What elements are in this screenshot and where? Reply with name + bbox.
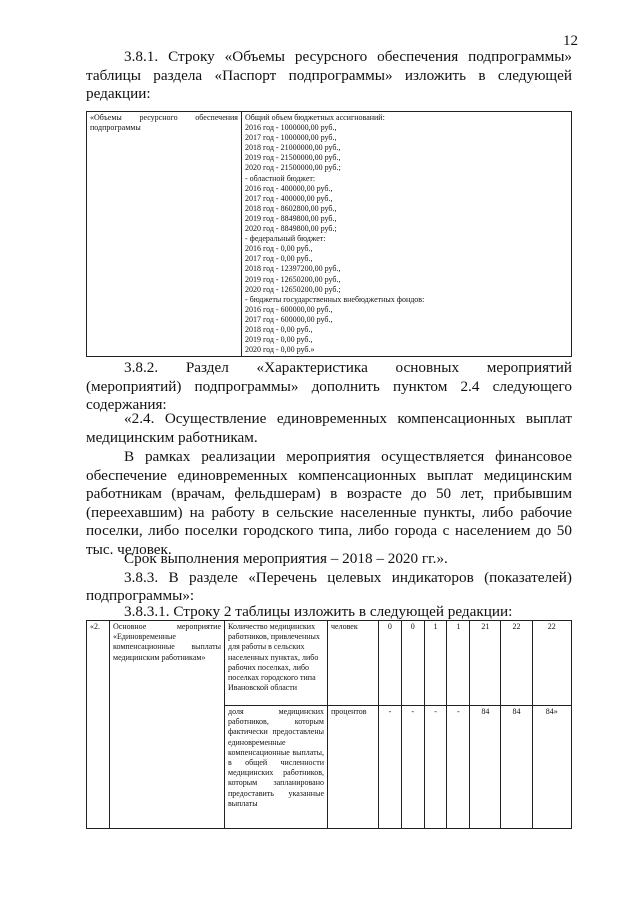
resources-line: 2018 год - 0,00 руб., — [245, 324, 313, 334]
resources-line: 2020 год - 8849800,00 руб.; — [245, 224, 337, 234]
paragraph-3-8-1: 3.8.1. Строку «Объемы ресурсного обеспечения подпрограммы» таблицы раздела «Паспорт подпрограммы» изложить в следующей редакции: — [86, 48, 572, 102]
resources-line: Общий объем бюджетных ассигнований: — [245, 113, 385, 122]
value-cell: - — [447, 706, 470, 829]
value-cell: 21 — [470, 621, 501, 706]
paragraph-3-8-2: 3.8.2. Раздел «Характеристика основных мероприятий (мероприятий) подпрограммы» дополнить пунктом 2.4 следующего содержания: — [86, 359, 572, 413]
resources-line: - областной бюджет: — [245, 173, 316, 183]
value-cell: 22 — [532, 621, 572, 706]
resources-line: 2019 год - 0,00 руб., — [245, 335, 313, 345]
unit-cell: человек — [328, 621, 379, 706]
resources-line: - бюджеты государственных внебюджетных фондов: — [245, 294, 425, 304]
paragraph-financing: В рамках реализации мероприятия осуществляется финансовое обеспечение единовременных компенсационных выплат медицинским работникам (врачам, фельдшерам) в возрасте до 50 лет, прибывшим (переехавшим) на работу в сельские населенные пункты, либо рабочие поселки, либо поселки городского типа, либо города с населением до 50 тыс. человек. — [86, 448, 572, 558]
indicator-cell: Количество медицинских работников, привлеченных для работы в сельских населенных пунктах, либо рабочих поселках, либо поселках городского типа Ивановской области — [225, 621, 328, 706]
value-cell: - — [424, 706, 447, 829]
resources-line: 2016 год - 600000,00 руб., — [245, 304, 333, 314]
value-cell: 0 — [401, 621, 424, 706]
paragraph-3-8-3-1: 3.8.3.1. Строку 2 таблицы изложить в следующей редакции: — [124, 603, 513, 620]
resources-line: 2017 год - 0,00 руб., — [245, 254, 313, 264]
page-number: 12 — [563, 33, 578, 49]
paragraph-3-8-3: 3.8.3. В разделе «Перечень целевых индикаторов (показателей) подпрограммы»: — [86, 569, 572, 604]
value-cell: 1 — [447, 621, 470, 706]
value-cell: 1 — [424, 621, 447, 706]
paragraph-term: Срок выполнения мероприятия – 2018 – 2020 гг.». — [124, 550, 448, 567]
paragraph-2-4: «2.4. Осуществление единовременных компенсационных выплат медицинским работникам. — [86, 410, 572, 446]
value-cell: 84» — [532, 706, 572, 829]
resources-line: 2016 год - 0,00 руб., — [245, 244, 313, 254]
resources-line: 2019 год - 21500000,00 руб., — [245, 153, 341, 163]
resources-line: 2019 год - 8849800,00 руб., — [245, 213, 337, 223]
resources-line: 2016 год - 1000000,00 руб., — [245, 123, 337, 133]
row-number-cell: «2. — [87, 621, 110, 829]
resources-line: 2016 год - 400000,00 руб., — [245, 183, 333, 193]
resources-line: - федеральный бюджет: — [245, 234, 326, 244]
resources-label-cell: «Объемы ресурсного обеспечения подпрограммы — [87, 112, 242, 357]
value-cell: 22 — [501, 621, 532, 706]
resources-line: 2019 год - 12650200,00 руб., — [245, 274, 341, 284]
value-cell: 84 — [501, 706, 532, 829]
unit-cell: процентов — [328, 706, 379, 829]
resources-line: 2020 год - 0,00 руб.» — [245, 345, 315, 355]
table-row — [87, 112, 572, 357]
value-cell: - — [401, 706, 424, 829]
resources-line: 2018 год - 12397200,00 руб., — [245, 264, 341, 274]
resources-line: 2017 год - 400000,00 руб., — [245, 193, 333, 203]
table-row — [87, 621, 572, 706]
resources-line: 2017 год - 600000,00 руб., — [245, 314, 333, 324]
resources-values-cell — [242, 112, 572, 357]
indicator-cell: доля медицинских работников, которым фактически предоставлены единовременные компенсационные выплаты, в общей численности медицинских работников, которым запланировано предоставить указанные выплаты — [225, 706, 328, 829]
resources-line: 2020 год - 21500000,00 руб.; — [245, 163, 341, 173]
value-cell: 84 — [470, 706, 501, 829]
resources-line: 2018 год - 8602800,00 руб., — [245, 203, 337, 213]
resources-line: 2020 год - 12650200,00 руб.; — [245, 284, 341, 294]
resources-table — [86, 111, 572, 357]
resources-line: 2018 год - 21000000,00 руб., — [245, 143, 341, 153]
value-cell: - — [379, 706, 402, 829]
resources-line: 2017 год - 1000000,00 руб., — [245, 133, 337, 143]
indicators-table — [86, 620, 572, 829]
event-cell: Основное мероприятие «Единовременные компенсационные выплаты медицинским работникам» — [110, 621, 225, 829]
value-cell: 0 — [379, 621, 402, 706]
